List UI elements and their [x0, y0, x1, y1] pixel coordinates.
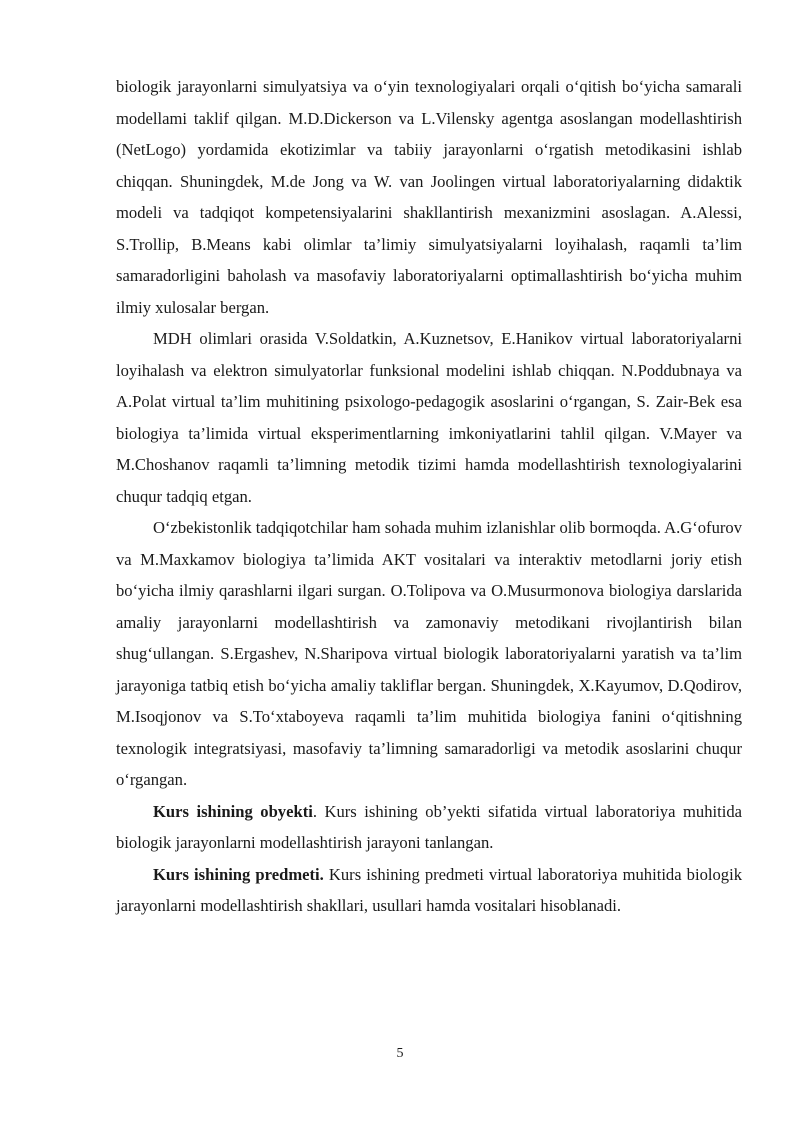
paragraph-course-object	[116, 796, 742, 859]
paragraph-course-subject	[116, 859, 742, 922]
paragraph-uzbek-researchers	[116, 512, 742, 796]
paragraph-text: Kurs ishining predmeti virtual laboratoriya muhitida biologik jarayonlarni modellashtirish shakllari, usullari hamda vositalari hisoblanadi.	[116, 864, 743, 915]
paragraph-text: O‘zbekistonlik tadqiqotchilar ham sohada muhim izlanishlar olib bormoqda. A.G‘ofurov va M.Maxkamov biologiya ta’limida AKT vositalari va interaktiv metodlarni joriy etish bo‘yicha ilmiy qarashlarni ilgari surgan. O.Tolipova va O.Musurmonova biologiya darslarida amaliy jarayonlarni modellashtirish va zamonaviy metodikani rivojlantirish bilan shug‘ullangan. S.Ergashev, N.Sharipova virtual biologik laboratoriyalarni yaratish va ta’lim jarayoniga tatbiq etish bo‘yicha amaliy takliflar bergan. Shuningdek, X.Kayumov, D.Qodirov, M.Isoqjonov va S.To‘xtaboyeva raqamli ta’lim muhitida biologiya fanini o‘qitishning texnologik integratsiyasi, masofaviy ta’limning samaradorligi va metodik asoslarini chuqur o‘rgangan.	[116, 518, 742, 789]
course-object-heading: Kurs ishining obyekti	[153, 801, 313, 821]
paragraph-text: . Kurs ishining ob’yekti sifatida virtual laboratoriya muhitida biologik jarayonlarni modellashtirish jarayoni tanlangan.	[116, 801, 742, 852]
paragraph-text: MDH olimlari orasida V.Soldatkin, A.Kuznetsov, E.Hanikov virtual laboratoriyalarni loyihalash va elektron simulyatorlar funksional modelini ishlab chiqqan. N.Poddubnaya va A.Polat virtual ta’lim muhitining psixologo-pedagogik asoslarini o‘rgangan, S. Zair-Bek esa biologiya ta’limida virtual eksperimentlarning imkoniyatlarini tahlil qilgan. V.Mayer va M.Choshanov raqamli ta’limning metodik tizimi hamda modellashtirish texnologiyalarini chuqur tadqiq etgan.	[116, 329, 742, 506]
page-number: 5	[396, 1046, 404, 1061]
paragraph-foreign-researchers	[116, 71, 742, 323]
paragraph-text: biologik jarayonlarni simulyatsiya va o‘yin texnologiyalari orqali o‘qitish bo‘yicha samarali modellami taklif qilgan. M.D.Dickerson va L.Vilensky agentga asoslangan modellashtirish (NetLogo) yordamida ekotizimlar va tabiiy jarayonlarni o‘rgatish metodikasini ishlab chiqqan. Shuningdek, M.de Jong va W. van Joolingen virtual laboratoriyalarning didaktik modeli va tadqiqot kompetensiyalarini shakllantirish mexanizmini asoslagan. A.Alessi, S.Trollip, B.Means kabi olimlar ta’limiy simulyatsiyalarni loyihalash, raqamli ta’lim samaradorligini baholash va masofaviy laboratoriyalarni optimallashtirish bo‘yicha muhim ilmiy xulosalar bergan.	[116, 77, 742, 317]
paragraph-cis-researchers	[116, 323, 742, 512]
course-subject-heading: Kurs ishining predmeti.	[153, 864, 324, 884]
